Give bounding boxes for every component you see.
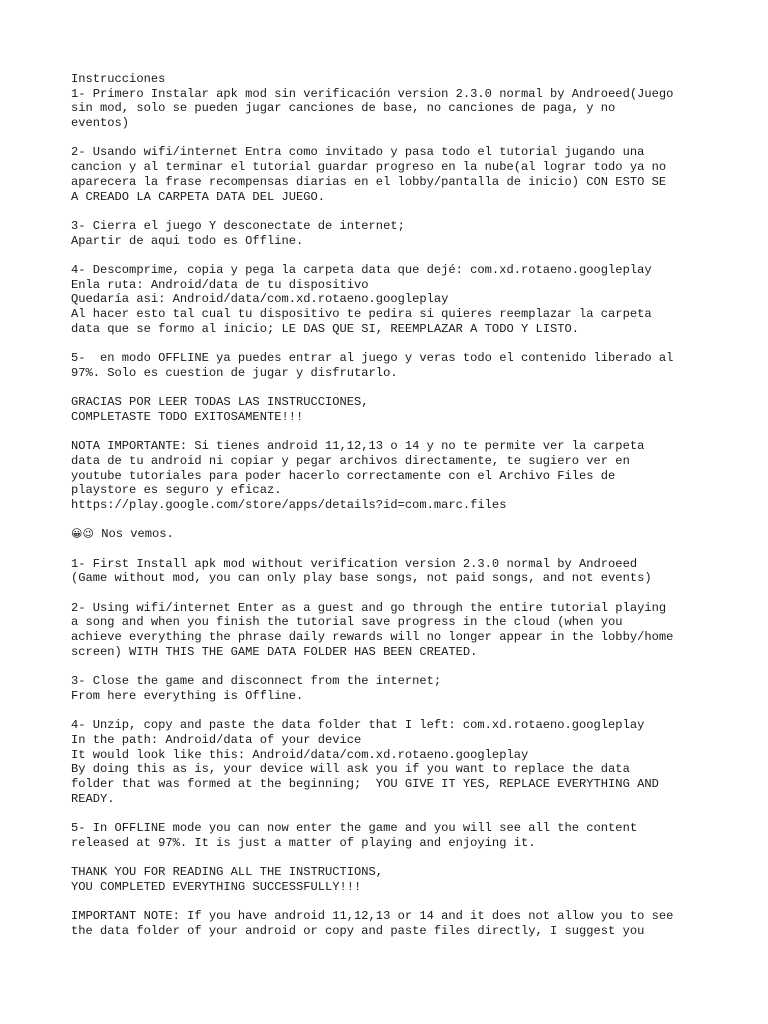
paragraph [71, 557, 721, 586]
text-line: (Game without mod, you can only play base songs, not paid songs, and not events) [71, 571, 652, 586]
text-line: From here everything is Offline. [71, 688, 304, 703]
paragraph [71, 718, 721, 806]
text-line: 4- Descomprime, copia y pega la carpeta data que dejé: com.xd.rotaeno.googleplay [71, 262, 652, 277]
paragraph [71, 439, 721, 512]
text-line: Instrucciones [71, 72, 166, 86]
text-line: aparecera la frase recompensas diarias en el lobby/pantalla de inicio) CON ESTO SE [71, 174, 667, 189]
text-line: THANK YOU FOR READING ALL THE INSTRUCTIONS, [71, 865, 384, 880]
text-line: data que se formo al inicio; LE DAS QUE SI, REEMPLAZAR A TODO Y LISTO. [71, 321, 580, 336]
text-line: achieve everything the phrase daily rewards will no longer appear in the lobby/home [71, 630, 674, 645]
paragraph [71, 351, 721, 380]
text-line: IMPORTANT NOTE: If you have android 11,12,13 or 14 and it does not allow you to see [71, 909, 674, 924]
text-line: Enla ruta: Android/data de tu dispositivo [71, 277, 369, 292]
paragraph [71, 865, 721, 894]
text-line: 97%. Solo es cuestion de jugar y disfrutarlo. [71, 365, 398, 380]
text-line [71, 527, 721, 542]
text-line: 1- First Install apk mod without verification version 2.3.0 normal by Androeed [71, 556, 638, 571]
text-line: folder that was formed at the beginning; YOU GIVE IT YES, REPLACE EVERYTHING AND [71, 777, 659, 791]
text-line: 2- Usando wifi/internet Entra como invitado y pasa todo el tutorial jugando una [71, 145, 645, 160]
text-line: 3- Close the game and disconnect from the internet; [71, 674, 442, 689]
text-line: 4- Unzip, copy and paste the data folder that I left: com.xd.rotaeno.googleplay [71, 718, 645, 733]
text-line: sin mod, solo se pueden jugar canciones de base, no canciones de paga, y no [71, 101, 616, 116]
text-line: In the path: Android/data of your device [71, 732, 362, 747]
document-body [71, 72, 721, 953]
text-line: the data folder of your android or copy and paste files directly, I suggest you [71, 923, 645, 938]
text-line: Al hacer esto tal cual tu dispositivo te pedira si quieres reemplazar la carpeta [71, 307, 652, 321]
paragraph [71, 395, 721, 424]
paragraph [71, 674, 721, 703]
paragraph [71, 601, 721, 660]
text-line: cancion y al terminar el tutorial guardar progreso en la nube(al lograr todo ya no [71, 160, 667, 175]
text-line: YOU COMPLETED EVERYTHING SUCCESSFULLY!!! [71, 879, 362, 894]
text-line: eventos) [71, 116, 130, 131]
paragraph [71, 527, 721, 542]
text-line: https://play.google.com/store/apps/details?id=com.marc.files [71, 497, 507, 512]
text-line: 1- Primero Instalar apk mod sin verificación version 2.3.0 normal by Androeed(Juego [71, 86, 674, 101]
text-line: youtube tutoriales para poder hacerlo correctamente con el Archivo Files de [71, 468, 616, 483]
text-line: 5- In OFFLINE mode you can now enter the game and you will see all the content [71, 821, 638, 836]
text-line: Quedaría asi: Android/data/com.xd.rotaeno.googleplay [71, 292, 449, 307]
text-line: It would look like this: Android/data/com.xd.rotaeno.googleplay [71, 747, 529, 762]
paragraph [71, 219, 721, 248]
text-line-content: Nos vemos. [93, 527, 174, 542]
text-line: READY. [71, 791, 115, 806]
paragraph [71, 145, 721, 204]
emoji-icon: 😀😉 [71, 527, 94, 541]
text-line: a song and when you finish the tutorial save progress in the cloud (when you [71, 615, 623, 630]
text-line: screen) WITH THIS THE GAME DATA FOLDER HAS BEEN CREATED. [71, 644, 478, 659]
text-line: COMPLETASTE TODO EXITOSAMENTE!!! [71, 409, 304, 424]
text-line: NOTA IMPORTANTE: Si tienes android 11,12,13 o 14 y no te permite ver la carpeta [71, 439, 645, 454]
paragraph [71, 909, 721, 938]
paragraph [71, 821, 721, 850]
text-line: A CREADO LA CARPETA DATA DEL JUEGO. [71, 189, 326, 204]
text-line: Apartir de aqui todo es Offline. [71, 233, 304, 248]
paragraph [71, 72, 721, 131]
text-line: GRACIAS POR LEER TODAS LAS INSTRUCCIONES, [71, 395, 369, 410]
text-line: data de tu android ni copiar y pegar archivos directamente, te sugiero ver en [71, 453, 630, 468]
text-line: 5- en modo OFFLINE ya puedes entrar al juego y veras todo el contenido liberado al [71, 351, 674, 366]
text-line: released at 97%. It is just a matter of playing and enjoying it. [71, 835, 536, 850]
text-line: 2- Using wifi/internet Enter as a guest and go through the entire tutorial playing [71, 600, 667, 615]
paragraph [71, 263, 721, 336]
text-line: playstore es seguro y eficaz. [71, 483, 282, 498]
text-line: By doing this as is, your device will ask you if you want to replace the data [71, 762, 630, 777]
text-line: 3- Cierra el juego Y desconectate de internet; [71, 218, 405, 233]
